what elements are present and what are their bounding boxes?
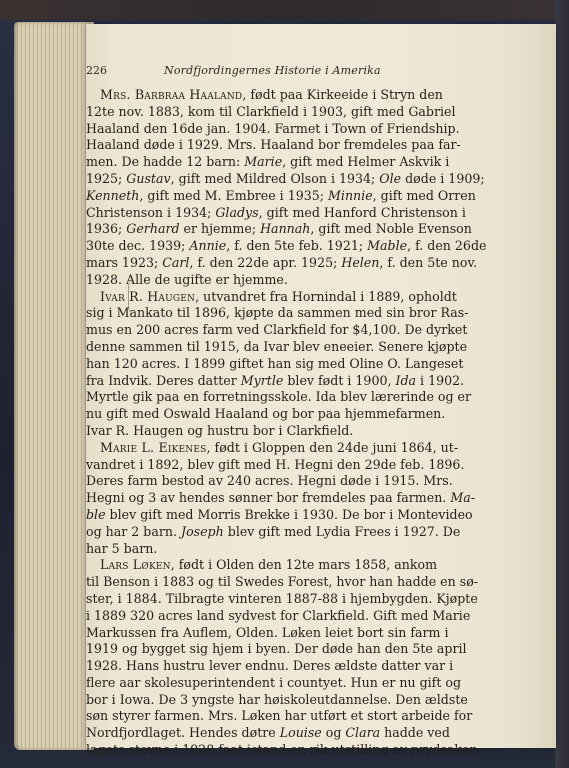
child-name: Clara — [345, 725, 381, 741]
text-line — [86, 557, 438, 574]
text-run: i 1889 320 acres land sydvest for Clarkfield. Gift med Marie — [86, 607, 471, 623]
text-run: mus en 200 acres farm ved Clarkfield for $4,100. De dyrket — [86, 322, 468, 338]
text-line — [86, 506, 473, 524]
text-line — [86, 607, 471, 625]
text-run: og — [321, 725, 346, 741]
text-line — [86, 254, 478, 272]
text-line — [86, 456, 465, 474]
text-run: ster, i 1884. Tilbragte vinteren 1887-88 i hjembygden. Kjøpte — [86, 590, 478, 606]
text-run: fra Indvik. Deres datter — [86, 372, 241, 388]
text-run: blev gift med Lydia Frees i 1927. De — [223, 523, 461, 539]
text-line — [86, 439, 459, 457]
text-line — [86, 590, 478, 608]
entry-paragraph — [86, 288, 472, 440]
child-name: Helen — [341, 254, 380, 270]
text-run: til Benson i 1883 og til Swedes Forest, hvor han hadde en sø- — [86, 574, 479, 590]
text-line — [86, 406, 446, 423]
text-line — [86, 691, 468, 709]
text-line — [86, 187, 476, 205]
entry-name: Ivar R. Haugen — [100, 288, 196, 304]
text-run: Haaland den 16de jan. 1904. Farmet i Town of Friendship. — [86, 120, 460, 136]
child-name: Hannah — [260, 221, 311, 237]
text-run: blev født i 1900, — [283, 372, 396, 388]
text-run: flere aar skolesuperintendent i countyet. Hun er nu gift og — [86, 674, 462, 690]
child-name: Gustav — [126, 170, 171, 186]
text-run: han 120 acres. I 1899 giftet han sig med Oline O. Langeset — [86, 355, 464, 371]
child-name: Joseph — [181, 523, 224, 539]
text-line — [86, 103, 456, 121]
text-run: Christenson i 1934; — [86, 204, 216, 220]
text-line — [86, 170, 485, 188]
child-name: Louise — [279, 725, 322, 741]
text-line — [86, 338, 468, 356]
text-run: , gift med Noble Evenson — [310, 221, 472, 237]
text-run: i 1902. — [416, 372, 465, 388]
text-line — [86, 658, 454, 675]
text-run: , f. den 22de apr. 1925; — [189, 254, 342, 270]
text-line — [86, 541, 428, 558]
text-run: bor i Iowa. De 3 yngste har høiskoleutdannelse. Den ældste — [86, 691, 468, 707]
text-run: søn styrer farmen. Mrs. Løken har utført et stort arbeide for — [86, 708, 473, 724]
text-line — [86, 674, 462, 692]
text-run: , gift med M. Embree i 1935; — [139, 187, 329, 203]
text-run: Deres farm bestod av 240 acres. Hegni døde i 1915. Mrs. — [86, 473, 453, 489]
text-line — [86, 204, 466, 222]
text-line — [86, 624, 449, 642]
text-line — [86, 725, 450, 742]
child-name: Gerhard — [126, 221, 180, 237]
text-line — [86, 120, 460, 138]
text-line — [86, 288, 457, 306]
child-name: Myrtle — [240, 372, 284, 388]
entry-name: Mrs. Barbraa Haaland — [100, 87, 243, 102]
child-name: Mable — [367, 238, 408, 254]
entry-paragraph — [86, 87, 487, 289]
text-run: , f. den 5te feb. 1921; — [226, 238, 368, 254]
text-run: 1936; — [86, 221, 127, 237]
child-name: Minnie — [328, 187, 373, 203]
text-run: , gift med Orren — [372, 187, 476, 203]
text-line — [86, 355, 464, 373]
text-line — [86, 221, 472, 238]
text-run: , født i Olden den 12te mars 1858, ankom — [170, 557, 438, 573]
text-line — [86, 87, 443, 104]
text-run: , f. den 26de — [407, 238, 487, 254]
text-run: 1919 og bygget sig hjem i byen. Der døde han den 5te april — [86, 641, 467, 657]
text-line — [86, 473, 453, 490]
child-name: Gladys — [215, 204, 259, 220]
entry-paragraph — [86, 439, 475, 558]
text-run: 1928. Alle de ugifte er hjemme. — [86, 271, 288, 287]
text-run: , født i Gloppen den 24de juni 1864, ut- — [206, 439, 459, 455]
text-run: , gift med Helmer Askvik i — [282, 154, 450, 170]
text-run: er hjemme; — [179, 221, 261, 237]
text-run: denne sammen til 1915, da Ivar blev eneeier. Senere kjøpte — [86, 338, 468, 354]
child-name: Marie — [244, 154, 283, 170]
text-run: har 5 barn. — [86, 540, 158, 556]
text-run: mars 1923; — [86, 254, 163, 270]
child-name: Annie — [189, 238, 227, 254]
running-title: Nordfjordingernes Historie i Amerika — [164, 64, 381, 77]
text-line — [86, 708, 473, 725]
text-line — [86, 272, 428, 289]
child-name: Ole — [379, 170, 402, 186]
text-line — [86, 154, 450, 171]
text-run: , utvandret fra Hornindal i 1889, opholdt — [195, 288, 457, 304]
text-line — [86, 742, 476, 759]
text-run: 1925; — [86, 170, 127, 186]
text-line — [86, 641, 467, 658]
text-run: Myrtle gik paa en forretningsskole. Ida blev lærerinde og er — [86, 389, 472, 405]
entry-paragraph — [86, 557, 479, 759]
text-run: , gift med Hanford Christenson i — [258, 204, 466, 220]
text-run: blev gift med Morris Brekke i 1930. De bor i Montevideo — [105, 506, 473, 522]
text-run: Markussen fra Auflem, Olden. Løken leiet bort sin farm i — [86, 624, 449, 640]
text-run: lagets stevne i 1928 faat istand en rik utstilling av prydsaker — [86, 742, 476, 758]
text-run: sig i Mankato til 1896, kjøpte da sammen med sin bror Ras- — [86, 305, 469, 321]
entry-name: Marie L. Eikenes — [100, 439, 207, 455]
text-line — [86, 423, 428, 440]
text-run: vandret i 1892, blev gift med H. Hegni den 29de feb. 1896. — [86, 456, 465, 472]
text-run: 1928. Hans hustru lever endnu. Deres ældste datter var i — [86, 658, 454, 674]
text-run: , f. den 5te nov. — [379, 254, 478, 270]
text-run: 30te dec. 1939; — [86, 238, 190, 254]
page-body — [86, 87, 487, 759]
text-run: og har 2 barn. — [86, 523, 182, 539]
book-cover-right-edge — [555, 0, 569, 768]
text-line — [86, 238, 487, 255]
text-line — [86, 137, 461, 154]
text-line — [86, 389, 472, 406]
child-name: Carl — [162, 254, 190, 270]
text-line — [86, 523, 461, 541]
text-run: Nordfjordlaget. Hendes døtre — [86, 725, 280, 741]
text-run: , gift med Mildred Olson i 1934; — [170, 170, 380, 186]
text-line — [86, 490, 475, 507]
text-run: Ivar R. Haugen og hustru bor i Clarkfield. — [86, 422, 354, 438]
text-run: , født paa Kirkeeide i Stryn den — [242, 87, 443, 102]
text-run: Haaland døde i 1929. Mrs. Haaland bor fremdeles paa far- — [86, 137, 461, 153]
child-name: ble — [86, 506, 106, 522]
text-run: nu gift med Oswald Haaland og bor paa hjemmefarmen. — [86, 406, 446, 422]
text-line — [86, 322, 468, 339]
text-run: døde i 1909; — [401, 170, 485, 186]
child-name: Ma- — [450, 490, 475, 506]
text-run: 12te nov. 1883, kom til Clarkfield i 1903, gift med Gabriel — [86, 103, 456, 119]
text-run: Hegni og 3 av hendes sønner bor fremdeles paa farmen. — [86, 490, 451, 506]
page-number: 226 — [86, 64, 107, 77]
child-name: Kenneth — [86, 187, 140, 203]
text-line — [86, 305, 469, 322]
text-line — [86, 574, 479, 591]
child-name: Ida — [395, 372, 417, 388]
entry-name: Lars Løken — [100, 557, 171, 573]
page-edges — [14, 22, 94, 750]
text-line — [86, 372, 465, 390]
text-run: men. De hadde 12 barn: — [86, 154, 245, 170]
book-cover-top-edge — [0, 0, 569, 20]
text-run: hadde ved — [380, 725, 450, 741]
